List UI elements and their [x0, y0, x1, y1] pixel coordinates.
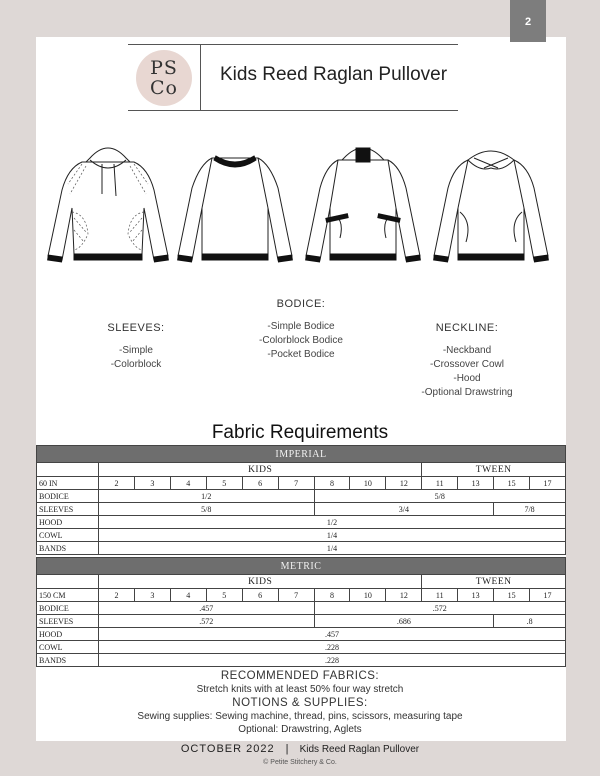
header-rule-top [128, 44, 458, 45]
fabric-requirements-title: Fabric Requirements [211, 422, 389, 443]
footer-title: Kids Reed Raglan Pullover [299, 744, 420, 755]
logo-line-2: Co [150, 77, 178, 99]
yardage-cell: 7/8 [494, 503, 566, 516]
table-row [37, 628, 566, 641]
table-row [37, 516, 566, 529]
list-item: -Simple [119, 345, 153, 356]
group-tween-label: TWEEN [422, 463, 566, 477]
size-cell: 6 [242, 589, 278, 602]
yardage-cell: .686 [314, 615, 494, 628]
yardage-cell: .8 [494, 615, 566, 628]
yardage-cell: 1/4 [99, 529, 566, 542]
size-cell: 5 [206, 477, 242, 490]
size-cell: 2 [99, 477, 135, 490]
yardage-cell: .228 [99, 654, 566, 667]
crossover-cowl-pullover-illustration [428, 138, 554, 268]
logo-line-1: PS [150, 57, 178, 79]
size-cell: 15 [494, 589, 530, 602]
table-row [37, 503, 566, 516]
yardage-cell: 3/4 [314, 503, 494, 516]
recommended-fabrics-text: Stretch knits with at least 50% four way stretch [196, 684, 404, 695]
size-cell: 3 [134, 477, 170, 490]
fabric-width-label: 60 IN [37, 477, 99, 490]
table-row [37, 542, 566, 555]
yardage-cell: 1/2 [99, 490, 315, 503]
header-rule-bottom [128, 110, 458, 111]
list-item: -Colorblock [110, 359, 162, 370]
page-footer [0, 743, 600, 755]
header-divider [200, 44, 201, 110]
imperial-requirements-table [36, 445, 566, 555]
size-cell: 3 [134, 589, 170, 602]
list-item: -Crossover Cowl [430, 359, 504, 370]
group-kids-label: KIDS [99, 575, 422, 589]
group-spacer [37, 463, 99, 477]
table-row [37, 529, 566, 542]
yardage-cell: 5/8 [99, 503, 315, 516]
size-cell: 8 [314, 589, 350, 602]
fabric-width-label: 150 CM [37, 589, 99, 602]
size-cell: 11 [422, 477, 458, 490]
yardage-cell: 1/2 [99, 516, 566, 529]
row-label: COWL [37, 641, 99, 654]
size-cell: 13 [458, 477, 494, 490]
crewneck-pullover-illustration [172, 138, 298, 268]
size-group-row [37, 463, 566, 477]
size-cell: 17 [530, 589, 566, 602]
yardage-cell: .457 [99, 628, 566, 641]
table-row [37, 654, 566, 667]
page-number-tab [510, 0, 546, 42]
list-item: -Pocket Bodice [267, 349, 335, 360]
yardage-cell: .228 [99, 641, 566, 654]
size-cell: 2 [99, 589, 135, 602]
size-cell: 12 [386, 477, 422, 490]
table-system-header: METRIC [37, 558, 566, 575]
row-label: BANDS [37, 654, 99, 667]
size-group-row [37, 575, 566, 589]
table-header-row [37, 558, 566, 575]
row-label: BODICE [37, 490, 99, 503]
sleeves-list [100, 344, 172, 372]
size-cell: 4 [170, 589, 206, 602]
size-cell: 13 [458, 589, 494, 602]
group-kids-label: KIDS [99, 463, 422, 477]
table-row [37, 615, 566, 628]
copyright: © Petite Stitchery & Co. [263, 759, 337, 766]
yardage-cell: 1/4 [99, 542, 566, 555]
footer-date: OCTOBER 2022 [180, 743, 275, 755]
size-cell: 17 [530, 477, 566, 490]
size-cell: 6 [242, 477, 278, 490]
list-item: -Optional Drawstring [421, 387, 513, 398]
yardage-cell: .572 [99, 615, 315, 628]
metric-requirements-table [36, 557, 566, 667]
size-cell: 4 [170, 477, 206, 490]
yardage-cell: .572 [314, 602, 565, 615]
footer-separator: | [285, 743, 289, 755]
yardage-cell: 5/8 [314, 490, 565, 503]
hooded-pocket-pullover-illustration [300, 138, 426, 268]
row-label: HOOD [37, 628, 99, 641]
list-item: -Neckband [442, 345, 492, 356]
row-label: SLEEVES [37, 615, 99, 628]
size-cell: 15 [494, 477, 530, 490]
row-label: SLEEVES [37, 503, 99, 516]
table-header-row [37, 446, 566, 463]
pattern-title: Kids Reed Raglan Pullover [220, 64, 448, 85]
size-cell: 8 [314, 477, 350, 490]
bodice-list [246, 320, 356, 362]
size-row [37, 589, 566, 602]
table-system-header: IMPERIAL [37, 446, 566, 463]
neckline-list [412, 344, 522, 400]
size-cell: 7 [278, 589, 314, 602]
list-item: -Hood [453, 373, 481, 384]
group-tween-label: TWEEN [422, 575, 566, 589]
recommended-fabrics-heading: RECOMMENDED FABRICS: [220, 670, 380, 682]
row-label: BANDS [37, 542, 99, 555]
group-spacer [37, 575, 99, 589]
row-label: BODICE [37, 602, 99, 615]
yardage-cell: .457 [99, 602, 315, 615]
table-row [37, 490, 566, 503]
size-cell: 12 [386, 589, 422, 602]
row-label: COWL [37, 529, 99, 542]
neckline-heading: NECKLINE: [435, 322, 499, 334]
size-cell: 7 [278, 477, 314, 490]
list-item: -Simple Bodice [267, 321, 335, 332]
bodice-heading: BODICE: [276, 298, 326, 310]
hooded-colorblock-pullover-illustration [42, 138, 174, 268]
list-item: -Colorblock Bodice [259, 335, 343, 346]
sleeves-heading: SLEEVES: [107, 322, 165, 334]
notions-supplies-line: Sewing supplies: Sewing machine, thread, pins, scissors, measuring tape [137, 711, 463, 722]
page-number: 2 [524, 16, 532, 28]
table-row [37, 641, 566, 654]
size-cell: 10 [350, 477, 386, 490]
size-cell: 11 [422, 589, 458, 602]
size-cell: 5 [206, 589, 242, 602]
table-row [37, 602, 566, 615]
size-cell: 10 [350, 589, 386, 602]
row-label: HOOD [37, 516, 99, 529]
brand-logo [136, 50, 192, 106]
notions-optional-line: Optional: Drawstring, Aglets [238, 724, 362, 735]
size-row [37, 477, 566, 490]
notions-heading: NOTIONS & SUPPLIES: [232, 697, 368, 709]
